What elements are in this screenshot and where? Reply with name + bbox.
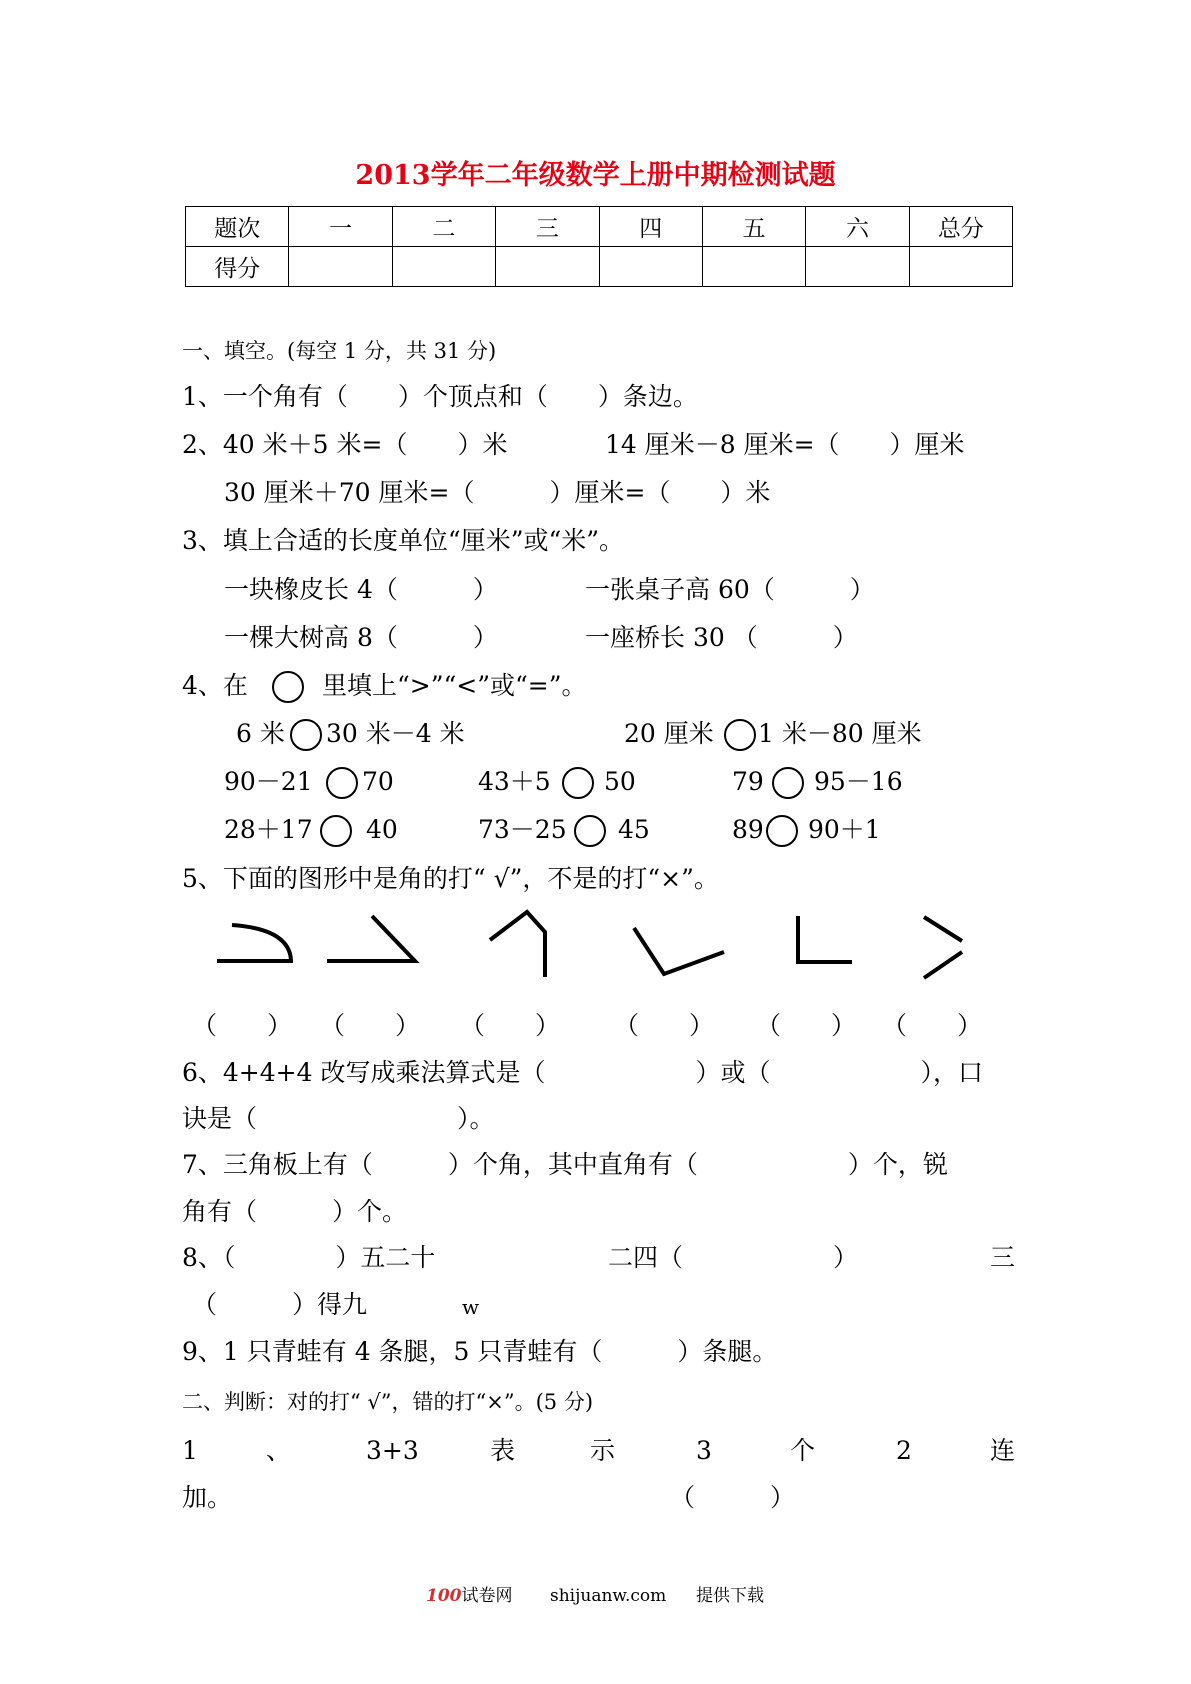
table-cell: 三	[496, 207, 599, 247]
question-3: 3、填上合适的长度单位“厘米”或“米”。	[182, 526, 625, 555]
table-cell: 一	[289, 207, 392, 247]
table-cell: 四	[599, 207, 702, 247]
compare-left: 90－21	[224, 767, 313, 796]
section-heading: 二、判断：对的打“ √”，错的打“×”。(5 分)	[182, 1390, 594, 1414]
figure-open-lines	[924, 917, 962, 978]
footer	[426, 1588, 513, 1605]
table-cell: 六	[806, 207, 909, 247]
question-5: 5、下面的图形中是角的打“ √”，不是的打“×”。	[182, 864, 719, 893]
compare-right: 45	[618, 815, 650, 844]
question-3a: 一块橡皮长 4（ ）	[224, 575, 498, 604]
page-title: 2013学年二年级数学上册中期检测试题	[355, 160, 836, 191]
judge-token: 个	[790, 1436, 816, 1465]
section-heading: 一、填空。(每空 1 分，共 31 分)	[182, 339, 497, 363]
answer-blank[interactable]: （ ）	[320, 1011, 421, 1040]
question-2c: 30 厘米＋70 厘米=（ ）厘米=（ ）米	[224, 478, 771, 507]
question-1: 1、一个角有（ ）个顶点和（ ）条边。	[182, 382, 698, 411]
question-7a: 7、三角板上有（ ）个角，其中直角有（ ）个，锐	[182, 1150, 948, 1179]
compare-right: 95－16	[814, 767, 903, 796]
answer-blank[interactable]: （ ）	[460, 1011, 561, 1040]
question-8a-1: 8、（ ）五二十	[182, 1243, 436, 1272]
judge-token: 示	[590, 1436, 616, 1465]
question-8a-2: 二四（ ）	[608, 1243, 859, 1272]
question-2a: 2、40 米＋5 米=（ ）米	[182, 430, 508, 459]
judge-token: 、	[266, 1436, 292, 1465]
question-3c: 一棵大树高 8（ ）	[224, 623, 498, 652]
footer-url[interactable]: shijuanw.com	[550, 1586, 667, 1606]
judge-token: 3+3	[366, 1436, 419, 1465]
site-logo: 100	[426, 1586, 462, 1606]
question-2b: 14 厘米－8 厘米=（ ）厘米	[605, 430, 965, 459]
compare-right: 1 米－80 厘米	[758, 719, 922, 748]
answer-blank[interactable]: （ ）	[614, 1011, 715, 1040]
compare-left: 43＋5	[478, 767, 551, 796]
judge-token: 连	[990, 1436, 1016, 1465]
table-cell: 题次	[186, 207, 289, 247]
question-4-suffix: 里填上“>”“<”或“=”。	[322, 671, 587, 700]
judge-token: 表	[490, 1436, 516, 1465]
answer-blank[interactable]: （ ）	[756, 1011, 857, 1040]
table-cell: 五	[702, 207, 805, 247]
compare-right: 40	[366, 815, 398, 844]
table-cell: 二	[392, 207, 495, 247]
figure-angle-peak	[490, 912, 545, 977]
question-8a-3: 三	[990, 1243, 1016, 1272]
answer-blank[interactable]: （ ）	[192, 1011, 293, 1040]
compare-left: 6 米	[236, 719, 285, 748]
judge-token: 1	[182, 1436, 198, 1465]
compare-left: 20 厘米	[624, 719, 714, 748]
table-cell: 得分	[186, 247, 289, 287]
compare-left: 89	[732, 815, 764, 844]
question-8b-1: （ ）得九	[192, 1290, 368, 1319]
question-6b: 诀是（ ）。	[182, 1104, 495, 1133]
answer-blank[interactable]: （ ）	[670, 1483, 796, 1512]
judge-token: 2	[896, 1436, 912, 1465]
footer-note: 提供下载	[696, 1586, 764, 1606]
compare-right: 50	[604, 767, 636, 796]
compare-right: 90＋1	[808, 815, 881, 844]
judge-token: 3	[696, 1436, 712, 1465]
answer-blank[interactable]: （ ）	[882, 1011, 983, 1040]
question-6a: 6、4+4+4 改写成乘法算式是（ ）或（ ），口	[182, 1058, 983, 1087]
figure-angle-v	[634, 928, 724, 974]
table-cell: 总分	[909, 207, 1012, 247]
figure-angle-slant	[327, 916, 415, 961]
question-3b: 一张桌子高 60（ ）	[585, 575, 875, 604]
figure-angle-right	[798, 916, 852, 962]
compare-right: 30 米－4 米	[326, 719, 465, 748]
question-3d: 一座桥长 30 （ ）	[585, 623, 858, 652]
compare-left: 28＋17	[224, 815, 313, 844]
question-8b-2: w	[462, 1295, 480, 1319]
question-4-prefix: 4、在	[182, 671, 248, 700]
compare-left: 79	[732, 767, 764, 796]
site-name: 试卷网	[461, 1586, 513, 1606]
question-7b: 角有（ ）个。	[182, 1197, 408, 1226]
question-9: 9、1 只青蛙有 4 条腿，5 只青蛙有（ ）条腿。	[182, 1337, 778, 1366]
compare-right: 70	[362, 767, 394, 796]
compare-left: 73－25	[478, 815, 567, 844]
figure-curve-line	[217, 925, 291, 961]
judge-token: 加。	[182, 1483, 233, 1512]
